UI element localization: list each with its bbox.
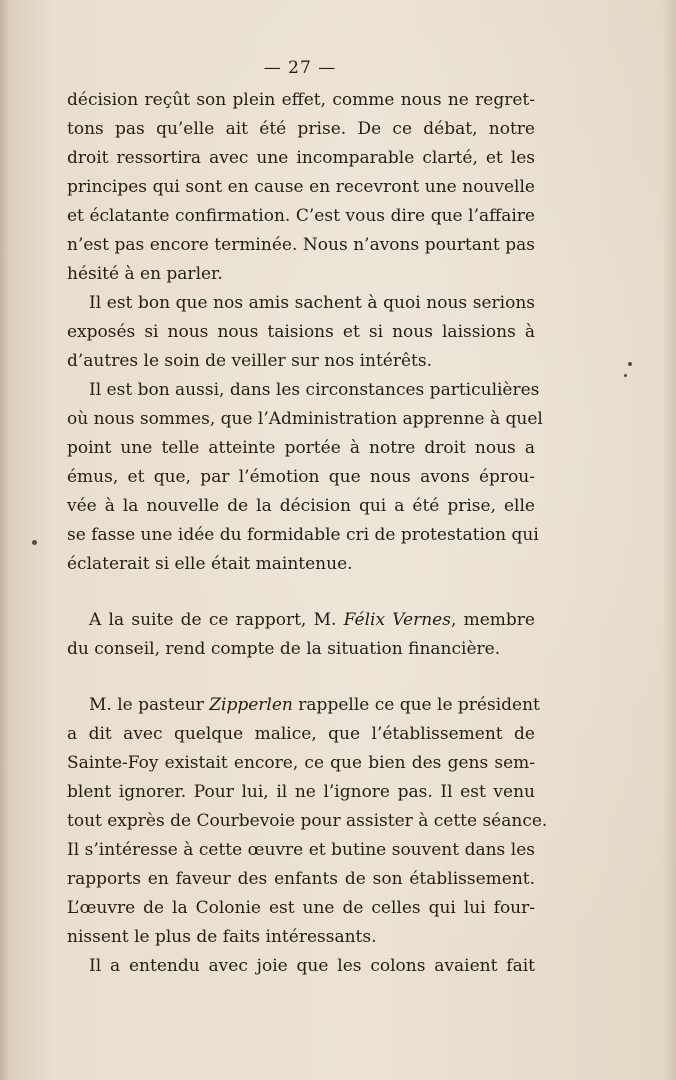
text-line: Sainte-Foy existait encore, ce que bien des gens sem-: [67, 753, 535, 773]
page-left-shadow: [0, 0, 10, 1080]
text-line: et éclatante confirmation. C’est vous dire que l’affaire: [67, 206, 535, 226]
paragraph-gap: [67, 579, 535, 606]
text-line: droit ressortira avec une incomparable clarté, et les: [67, 148, 535, 168]
person-name: Zipperlen: [209, 695, 293, 715]
text-line: [67, 606, 535, 635]
text-run: , membre: [450, 610, 535, 630]
text-line: Il est bon aussi, dans les circonstances particulières: [89, 380, 540, 400]
text-line: blent ignorer. Pour lui, il ne l’ignore pas. Il est venu: [67, 782, 535, 802]
paragraph: [67, 289, 535, 376]
text-line: Il s’intéresse à cette œuvre et butine souvent dans les: [67, 840, 535, 860]
text-line: L’œuvre de la Colonie est une de celles qui lui four-: [67, 898, 535, 918]
paper-speck: [32, 540, 37, 545]
text-line: hésité à en parler.: [67, 264, 223, 284]
text-run: M. le pasteur: [89, 695, 210, 715]
text-line: éclaterait si elle était maintenue.: [67, 554, 353, 574]
page-number: — 27 —: [263, 58, 337, 78]
paragraph: [67, 952, 535, 981]
text-line: vée à la nouvelle de la décision qui a été prise, elle: [67, 496, 535, 516]
paragraph: [67, 376, 543, 579]
paper-speck: [628, 362, 632, 366]
text-run: rappelle ce que le président: [292, 695, 540, 715]
text-line: rapports en faveur des enfants de son établissement.: [67, 869, 535, 889]
text-line: tout exprès de Courbevoie pour assister à cette séance.: [67, 811, 548, 831]
text-line: [67, 691, 540, 720]
text-line: point une telle atteinte portée à notre droit nous a: [67, 438, 535, 458]
text-line: nissent le plus de faits intéressants.: [67, 927, 377, 947]
text-line: d’autres le soin de veiller sur nos intérêts.: [67, 351, 433, 371]
text-line: émus, et que, par l’émotion que nous avons éprou-: [67, 467, 535, 487]
text-line: Il a entendu avec joie que les colons avaient fait: [89, 956, 535, 976]
text-line: exposés si nous nous taisions et si nous laissions à: [67, 322, 535, 342]
text-line: tons pas qu’elle ait été prise. De ce débat, notre: [67, 119, 535, 139]
text-line: du conseil, rend compte de la situation financière.: [67, 639, 501, 659]
text-line: n’est pas encore terminée. Nous n’avons pourtant pas: [67, 235, 535, 255]
text-line: décision reçût son plein effet, comme nous ne regret-: [67, 90, 535, 110]
page-right-shadow: [662, 0, 676, 1080]
text-line: Il est bon que nos amis sachent à quoi nous serions: [89, 293, 535, 313]
person-name: Félix Vernes: [343, 610, 451, 630]
paragraph: [67, 606, 535, 664]
text-run: A la suite de ce rapport, M.: [89, 610, 344, 630]
page-body: [67, 86, 548, 981]
text-line: principes qui sont en cause en recevront une nouvelle: [67, 177, 535, 197]
text-line: se fasse une idée du formidable cri de protestation qui: [67, 525, 539, 545]
paper-speck: [624, 374, 627, 377]
paragraph: [67, 86, 535, 289]
paragraph-gap: [67, 664, 535, 691]
text-line: où nous sommes, que l’Administration apprenne à quel: [67, 409, 543, 429]
paragraph: [67, 691, 548, 952]
text-line: a dit avec quelque malice, que l’établissement de: [67, 724, 535, 744]
